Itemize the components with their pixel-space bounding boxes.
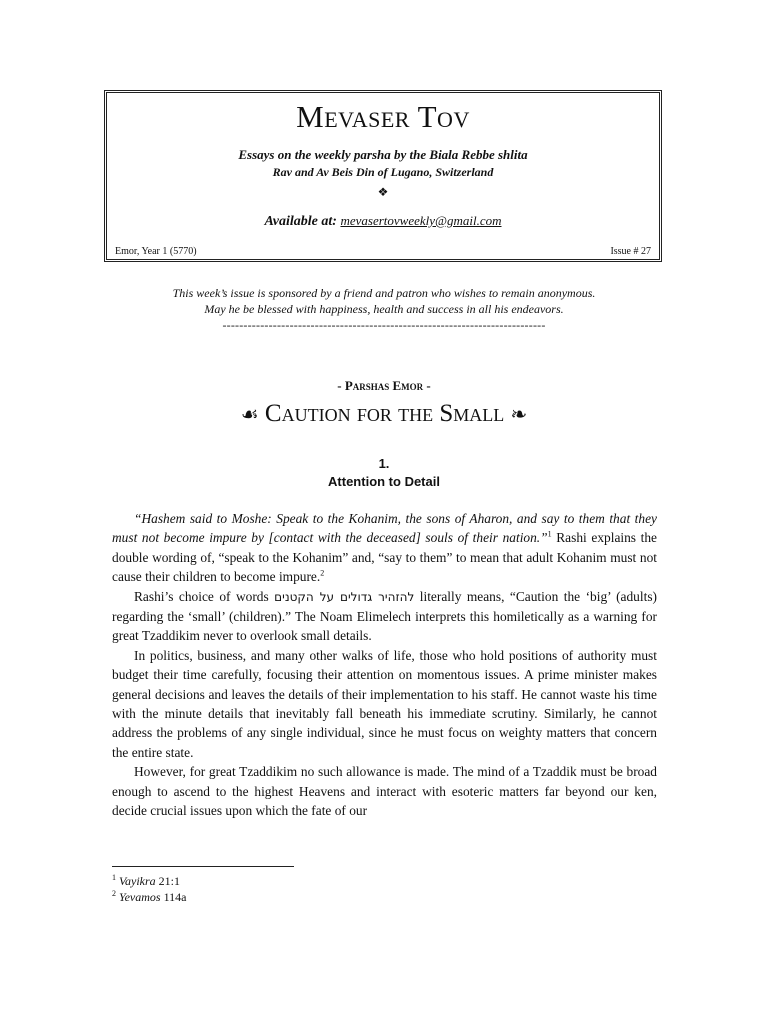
footnote-ref-text: 21:1 bbox=[155, 874, 180, 888]
footnote bbox=[112, 873, 180, 889]
article-body bbox=[112, 509, 657, 821]
footnote-number: 1 bbox=[112, 873, 116, 882]
footnote-number: 2 bbox=[112, 889, 116, 898]
sponsor-line-2: May he be blessed with happiness, health and success in all his endeavors. bbox=[204, 302, 564, 316]
paragraph-text: literally means, “Caution the ‘big’ (adults) regarding the ‘small’ (children).” The Noam Elimelech interprets this homiletically as a warning for great Tzaddikim never to overlook small details. bbox=[112, 588, 657, 644]
section-heading: Attention to Detail bbox=[328, 474, 440, 489]
footnote-ref-text: 114a bbox=[160, 890, 187, 904]
fleuron-left-icon: ☙ bbox=[240, 404, 259, 426]
section-number: 1. bbox=[378, 456, 390, 471]
footnote bbox=[112, 889, 186, 905]
footnote-ref[interactable]: 2 bbox=[320, 568, 325, 578]
article-title-text: Caution for the Small bbox=[264, 400, 505, 427]
available-label: Available at: bbox=[264, 214, 337, 229]
paragraph: In politics, business, and many other walks of life, those who hold positions of authority must budget their time carefully, focusing their attention on momentous issues. A prime minister makes general decisions and leaves the details of their implementation to his staff. He cannot waste his time with the minute details that inevitably fall beneath his immediate scrutiny. Similarly, he cannot address the problems of any single individual, since he must focus on weighty matters that concern the entire state. bbox=[112, 647, 657, 760]
masthead-box bbox=[104, 90, 662, 262]
footnote-ref[interactable]: 1 bbox=[547, 529, 552, 539]
edition-label: Emor, Year 1 (5770) bbox=[115, 246, 197, 257]
paragraph: However, for great Tzaddikim no such allowance is made. The mind of a Tzaddik must be broad enough to ascend to the highest Heavens and interact with esoteric matters far beyond our ken, decide crucial issues upon which the fate of our bbox=[112, 764, 657, 819]
email-link[interactable]: mevasertovweekly@gmail.com bbox=[340, 213, 502, 228]
paragraph bbox=[112, 587, 657, 646]
newsletter-title: Mevaser Tov bbox=[296, 99, 470, 134]
article-title bbox=[0, 400, 768, 428]
footnote-source: Vayikra bbox=[119, 874, 156, 888]
issue-number: Issue # 27 bbox=[610, 246, 651, 257]
paragraph bbox=[112, 509, 657, 587]
rav-line: Rav and Av Beis Din of Lugano, Switzerland bbox=[272, 165, 494, 179]
dashed-divider: ----------------------------------------------------------------------------- bbox=[222, 318, 546, 332]
quote: “Hashem said to Moshe: Speak to the Kohanim, the sons of Aharon, and say to them that they must not become impure by [contact with the deceased] souls of their nation.” bbox=[112, 511, 657, 546]
fleuron-right-icon: ❧ bbox=[510, 404, 528, 426]
diamond-ornament-icon: ❖ bbox=[377, 185, 389, 199]
paragraph-text: Rashi’s choice of words bbox=[134, 588, 275, 604]
newsletter-subtitle: Essays on the weekly parsha by the Biala Rebbe shlita bbox=[238, 147, 528, 162]
paragraph-text: Rashi explains the double wording of, “speak to the Kohanim” and, “say to them” to mean that adult Kohanim must not cause their children to become impure. bbox=[112, 530, 658, 585]
footnote-rule bbox=[112, 866, 294, 867]
availability-line bbox=[107, 213, 659, 230]
hebrew-phrase: להזהיר גדולים על הקטנים bbox=[274, 589, 415, 604]
sponsor-line-1: This week’s issue is sponsored by a friend and patron who wishes to remain anonymous. bbox=[172, 286, 596, 300]
footnote-source: Yevamos bbox=[119, 890, 161, 904]
parsha-label: - Parshas Emor - bbox=[337, 378, 431, 393]
